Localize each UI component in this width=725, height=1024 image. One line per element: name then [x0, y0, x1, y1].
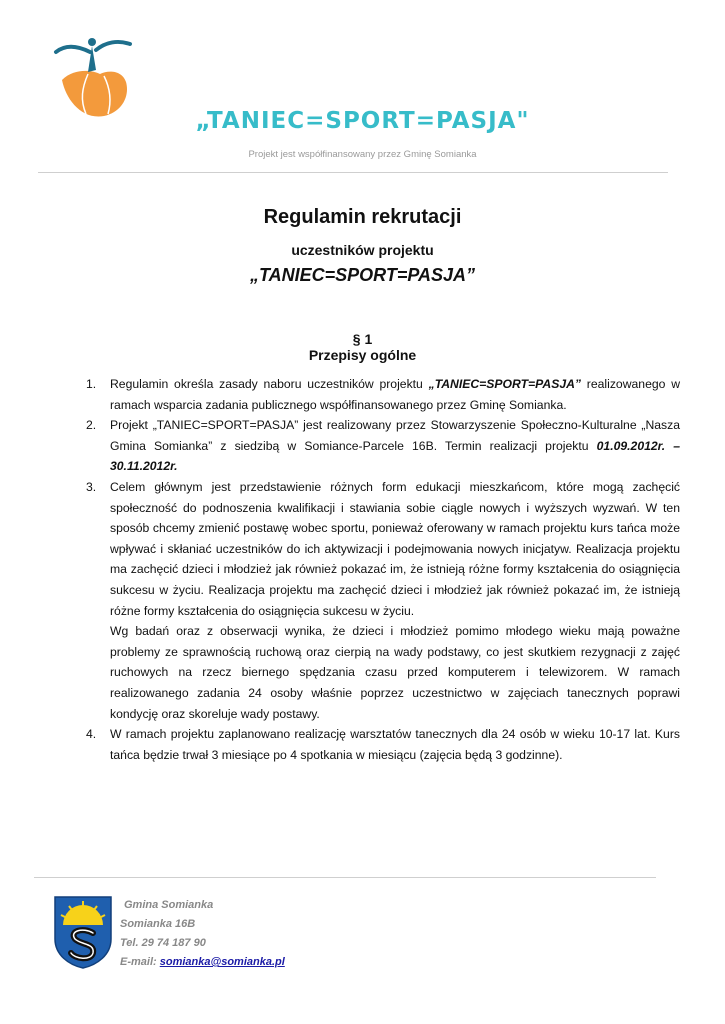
footer-email-link[interactable]: somianka@somianka.pl — [159, 956, 285, 968]
header-divider — [38, 172, 668, 173]
item-emphasis: 01.09.2012r. – 30.11.2012r. — [110, 438, 680, 474]
rules-list — [86, 374, 680, 765]
list-item — [86, 724, 680, 765]
item-text-part: Projekt „TANIEC=SPORT=PASJA” jest realizowany przez Stowarzyszenie Społeczno-Kulturalne „Nasza Gmina Somianka” z siedzibą w Somiance-Parcele 16B. Termin realizacji projektu — [110, 418, 680, 453]
item-number: 3. — [86, 479, 97, 494]
item-emphasis: „TANIEC=SPORT=PASJA” — [428, 377, 582, 391]
item-number: 1. — [86, 377, 97, 391]
item-text — [110, 415, 680, 477]
document-title: Regulamin rekrutacji — [263, 206, 462, 228]
list-item — [86, 374, 680, 415]
section-number: § 1 — [352, 331, 373, 347]
item-text — [110, 374, 680, 415]
municipality-crest-icon — [53, 895, 113, 969]
header-subtitle: Projekt jest współfinansowany przez Gminę Somianka — [248, 149, 477, 160]
footer-phone: Tel. 29 74 187 90 — [120, 937, 206, 949]
section-title: Przepisy ogólne — [308, 347, 417, 363]
document-project-name: „TANIEC=SPORT=PASJA” — [249, 265, 476, 285]
item-text: W ramach projektu zaplanowano realizację warsztatów tanecznych dla 24 osób w wieku 10-17 lat. Kurs tańca będzie trwał 3 miesiące po 4 spotkania w miesiącu (zajęcia będą 3 godzinne). — [110, 727, 680, 762]
list-item — [86, 477, 680, 724]
item-text-part: realizowanego w ramach wsparcia zadania publicznego współfinansowanego przez Gminę Somianka. — [110, 377, 680, 412]
item-number: 4. — [86, 727, 97, 742]
footer-address: Somianka 16B — [120, 918, 196, 930]
list-item — [86, 415, 680, 477]
footer-org: Gmina Somianka — [124, 899, 214, 911]
item-paragraph: Celem głównym jest przedstawienie różnych form edukacji mieszkańcom, które mogą zachęcić społeczność do podnoszenia kwalifikacji i stawiania sobie ciągle nowych i wyższych wyzwań. W ten sposób chcemy zmienić postawę wobec sportu, ponieważ oferowany w ramach projektu kurs tańca może wpływać i skłaniać uczestników do ich aktywizacji i podejmowania nowych inicjatyw. Realizacja projektu ma zachęcić dzieci i młodzież jak również pokazać im, że istnieją różne formy kształcenia do osiągnięcia sukcesu w życiu. Realizacja projektu ma zachęcić dzieci i młodzież jak również pokazać im, że istnieją różne formy kształcenia do osiągnięcia sukcesu w życiu. — [110, 479, 680, 618]
header-title: „TANIEC=SPORT=PASJA" — [195, 108, 530, 134]
footer-divider — [34, 877, 656, 878]
footer-contact — [120, 896, 285, 972]
footer-email-label: E-mail: — [120, 956, 160, 968]
item-paragraph: Wg badań oraz z obserwacji wynika, że dzieci i młodzież pomimo młodego wieku mają poważne problemy ze sprawnością ruchową oraz cierpią na wady podstawy, co jest skutkiem rezygnacji z zajęć ruchowych na rzecz biernego spędzania czasu przed komputerem i telewizorem. W ramach realizowanego zadania 24 osoby właśnie poprzez uczestnictwo w zajęciach tanecznych poprawi kondycję oraz skoreluje wady postawy. — [110, 624, 680, 721]
footer-email-row — [120, 953, 285, 972]
item-number: 2. — [86, 418, 97, 433]
document-subtitle: uczestników projektu — [291, 242, 434, 258]
item-text-part: Regulamin określa zasady naboru uczestników projektu — [110, 377, 429, 391]
